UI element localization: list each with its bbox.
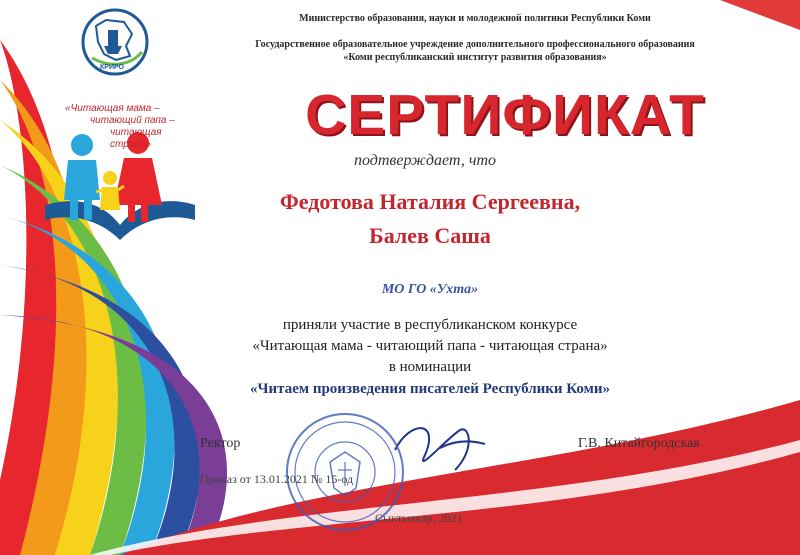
institution-header — [150, 38, 800, 64]
city-year: Сыктывкар, 2021 — [375, 511, 463, 525]
body-line-1: приняли участие в республиканском конкурсе — [282, 317, 578, 333]
order-reference: Приказ от 13.01.2021 № 15-од — [200, 472, 354, 486]
logo-abbreviation: КРИРО — [100, 64, 124, 71]
body-line-2: «Читающая мама - читающий папа - читающая страна» — [252, 338, 608, 354]
recipient-name-1: Федотова Наталия Сергеевна, — [279, 189, 581, 214]
ministry-header: Министерство образования, науки и молодежной политики Республики Коми — [299, 13, 651, 24]
recipient-name-2: Балев Саша — [369, 223, 491, 248]
rector-name: Г.В. Китайгородская — [578, 436, 700, 451]
slogan-line-3: читающая страна» — [110, 127, 162, 150]
slogan-line-2: читающий папа – — [90, 115, 175, 126]
rector-label: Ректор — [200, 436, 241, 451]
slogan — [55, 103, 205, 151]
confirms-text: подтверждает, что — [353, 152, 497, 169]
nomination-title: «Читаем произведения писателей Республики Коми» — [250, 381, 610, 397]
slogan-line-1: «Читающая мама – — [65, 103, 160, 114]
institution-line-2: «Коми республиканский институт развития образования» — [343, 52, 607, 63]
certificate-title: СЕРТИФИКАТ — [305, 83, 705, 147]
rector-signature — [395, 428, 485, 470]
body-line-3: в номинации — [388, 359, 472, 375]
institution-line-1: Государственное образовательное учреждение дополнительного профессионального образования — [255, 39, 695, 50]
municipality: МО ГО «Ухта» — [381, 282, 479, 297]
